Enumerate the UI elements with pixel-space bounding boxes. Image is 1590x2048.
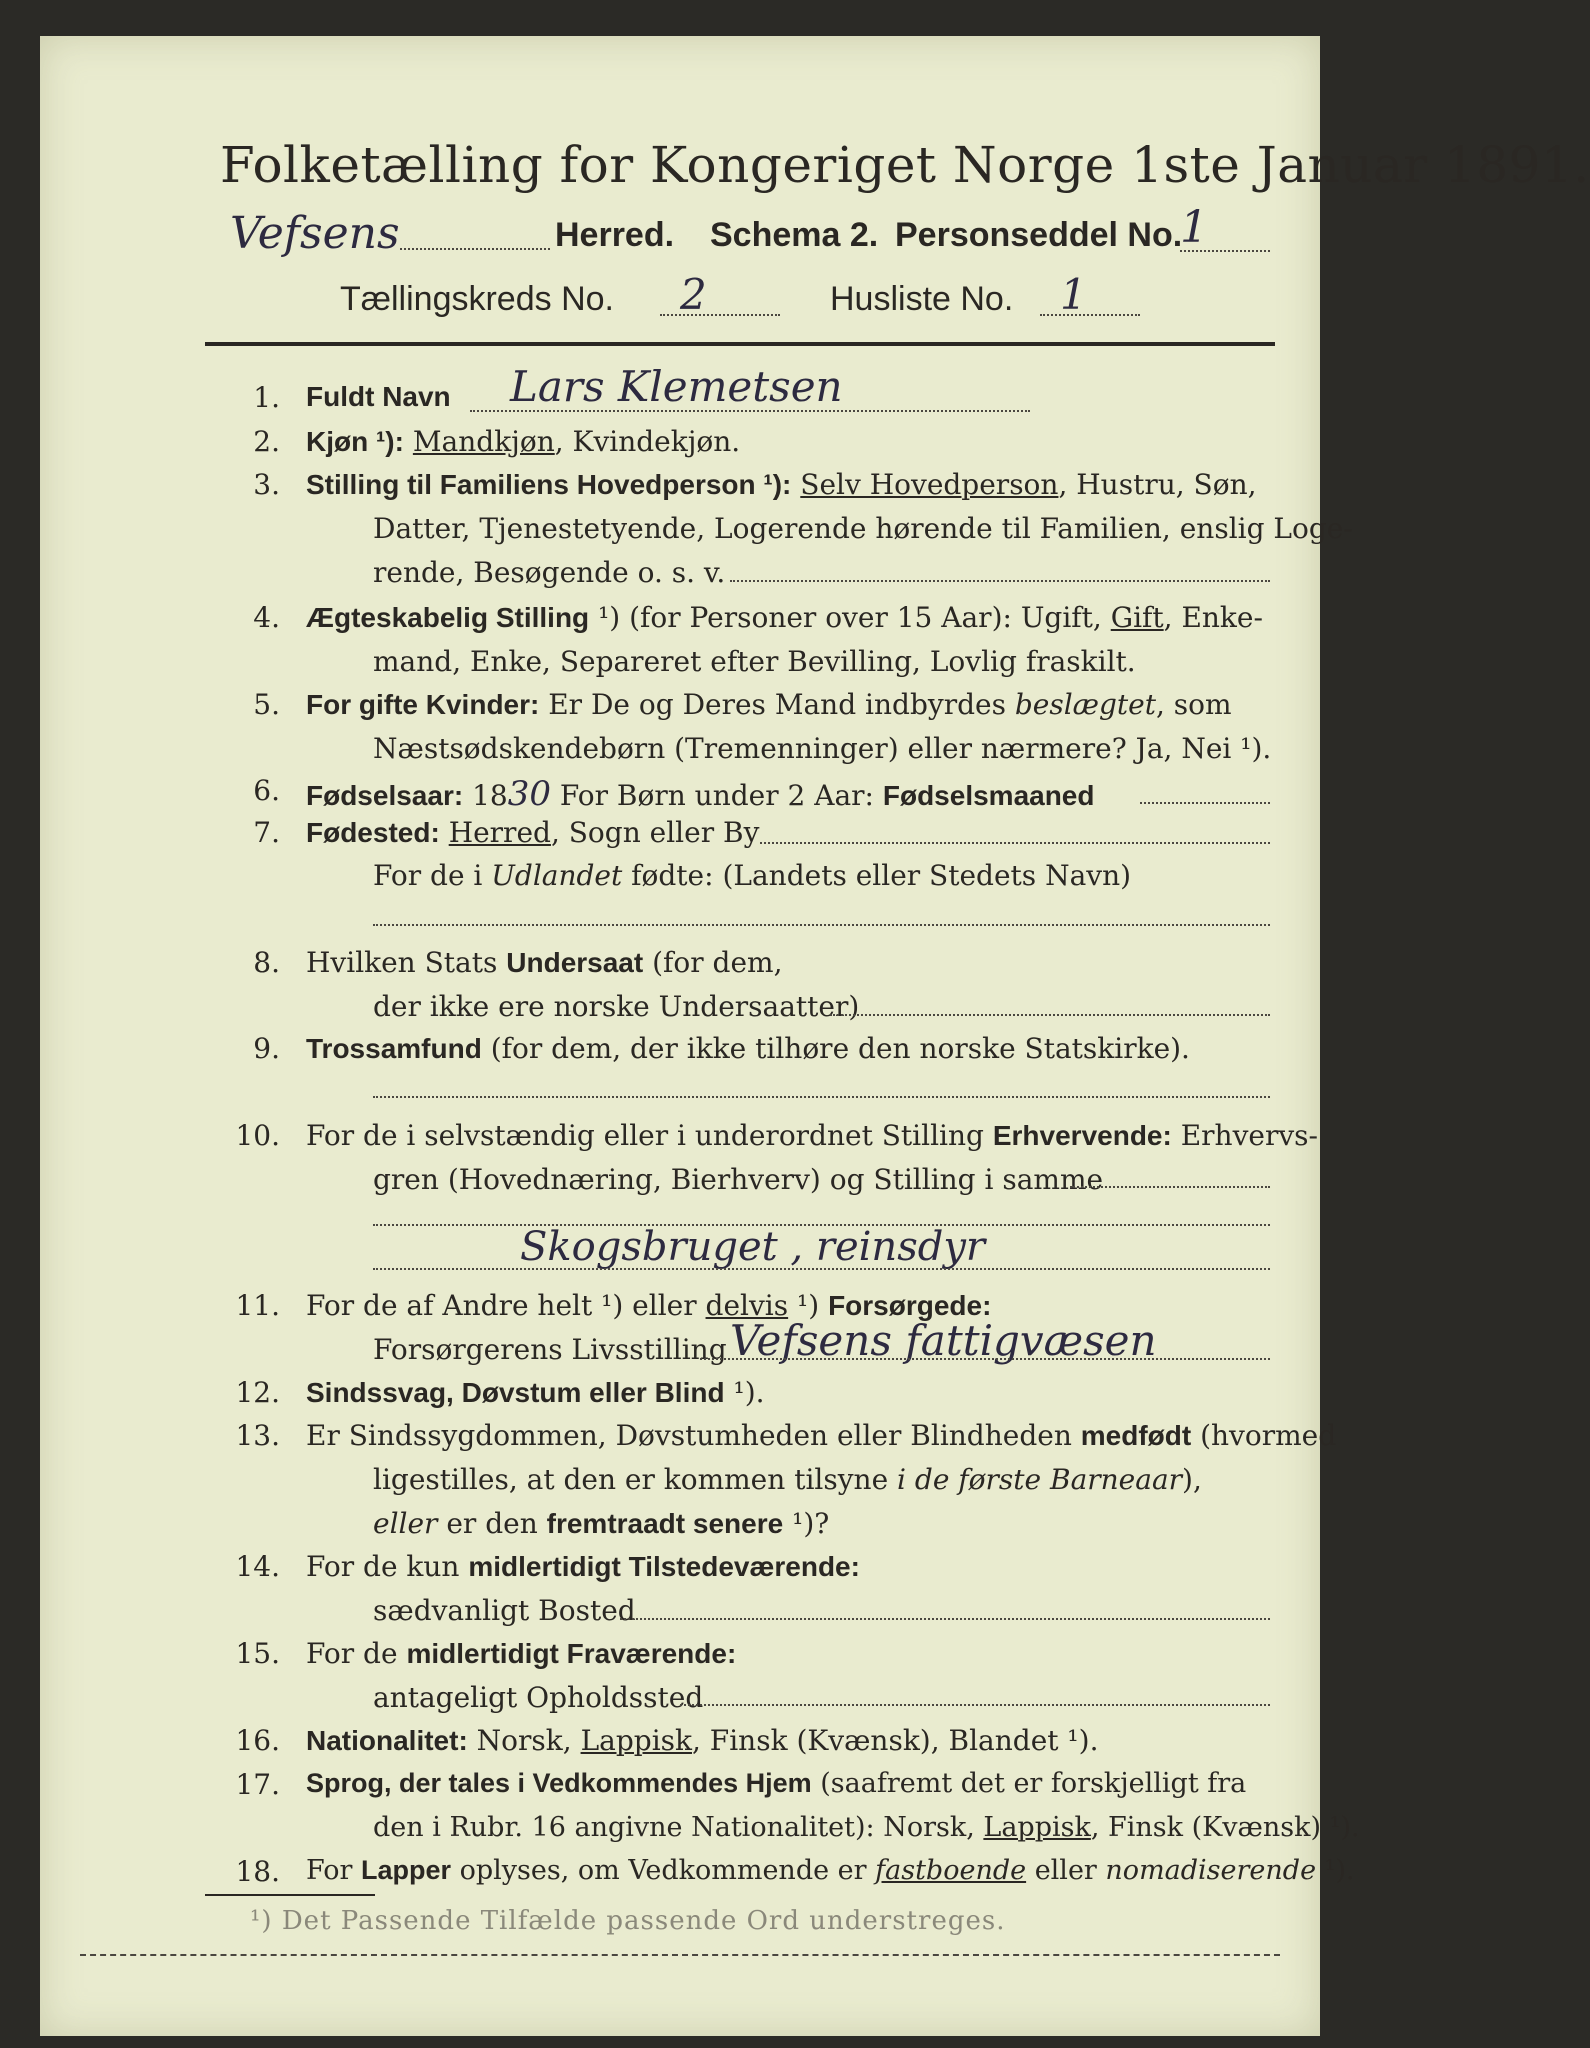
dotted-line [373, 1268, 1270, 1270]
item-number: 18. [235, 1855, 280, 1888]
birthplace-line: Fødested: Herred, Sogn eller By [306, 816, 760, 849]
personseddel-number: 1 [1180, 202, 1208, 253]
birthplace-line-2: For de i Udlandet fødte: (Landets eller Stedets Navn) [373, 859, 1132, 892]
taellingskreds-label: Tællingskreds No. [340, 280, 614, 318]
temporary-absent-line: For de midlertidigt Fraværende: [306, 1637, 737, 1670]
marital-status-line-2: mand, Enke, Separeret efter Bevilling, Lovlig fraskilt. [373, 645, 1136, 678]
dotted-line [373, 1096, 1270, 1098]
dotted-line [373, 924, 1270, 926]
dotted-line [470, 410, 1030, 412]
citizenship-line-2: der ikke ere norske Undersaatter) [373, 990, 860, 1023]
husliste-label: Husliste No. [830, 280, 1014, 318]
occupation-line-2: gren (Hovednæring, Bierhverv) og Stilling i samme [373, 1163, 1104, 1196]
item-number: 6. [253, 774, 280, 807]
congenital-line-3: eller er den fremtraadt senere ¹)? [373, 1507, 830, 1540]
dotted-line [660, 314, 780, 316]
item-number: 16. [235, 1724, 280, 1757]
schema-label: Schema 2. [710, 216, 879, 254]
item-number: 10. [235, 1119, 280, 1152]
lapp-line: For Lapper oplyses, om Vedkommende er fastboende eller nomadiserende ¹). [306, 1855, 1355, 1886]
disability-line: Sindssvag, Døvstum eller Blind ¹). [306, 1376, 765, 1409]
dependents-line: For de af Andre helt ¹) eller delvis ¹) Forsørgede: [306, 1289, 992, 1322]
item-number: 7. [253, 816, 280, 849]
temporary-absent-line-2: antageligt Opholdssted [373, 1681, 704, 1714]
dotted-line [1040, 314, 1140, 316]
footnote-rule [205, 1894, 375, 1896]
language-line: Sprog, der tales i Vedkommendes Hjem (saafremt det er forskjelligt fra [306, 1768, 1247, 1799]
household-position-line: Stilling til Familiens Hovedperson ¹): Selv Hovedperson, Hustru, Søn, [306, 468, 1257, 501]
taellingskreds-number: 2 [680, 270, 707, 319]
dotted-line [1140, 802, 1270, 804]
item-number: 13. [235, 1419, 280, 1452]
gender-line: Kjøn ¹): Mandkjøn, Kvindekjøn. [306, 425, 741, 458]
occupation-value: Skogsbruget , reinsdyr [520, 1224, 986, 1270]
footnote: ¹) Det Passende Tilfælde passende Ord understreges. [250, 1906, 1006, 1936]
dotted-line [700, 1358, 1270, 1360]
census-form [40, 36, 1590, 2036]
birth-year-value: 30 [507, 774, 551, 814]
household-position-line-3: rende, Besøgende o. s. v. [373, 556, 726, 589]
congenital-line: Er Sindssygdommen, Døvstumheden eller Blindheden medfødt (hvormed [306, 1419, 1337, 1452]
item-number: 3. [253, 468, 280, 501]
household-position-line-2: Datter, Tjenestetyende, Logerende hørende til Familien, enslig Loge- [373, 512, 1353, 545]
header-rule [205, 342, 1275, 346]
congenital-line-2: ligestilles, at den er kommen tilsyne i de første Barneaar), [373, 1463, 1202, 1496]
item-number: 15. [235, 1637, 280, 1670]
temporary-present-line-2: sædvanligt Bosted [373, 1594, 636, 1627]
cut-line [80, 1954, 1280, 1956]
item-number: 14. [235, 1550, 280, 1583]
dotted-line [730, 580, 1270, 582]
marital-status-line: Ægteskabelig Stilling ¹) (for Personer over 15 Aar): Ugift, Gift, Enke- [306, 601, 1263, 634]
full-name-value: Lars Klemetsen [510, 362, 843, 411]
dotted-line [1180, 250, 1270, 252]
married-women-line-2: Næstsødskendebørn (Tremenninger) eller nærmere? Ja, Nei ¹). [373, 732, 1272, 765]
dotted-line [680, 1704, 1270, 1706]
dotted-line [400, 248, 550, 250]
item-number: 5. [253, 688, 280, 721]
herred-label: Herred. [555, 216, 675, 254]
provider-value: Vefsens fattigvæsen [730, 1316, 1157, 1365]
dotted-line [620, 1618, 1270, 1620]
item-number: 12. [235, 1376, 280, 1409]
dependents-line-2: Forsørgerens Livsstilling [373, 1333, 727, 1366]
full-name-label: Fuldt Navn [306, 381, 451, 412]
married-women-line: For gifte Kvinder: Er De og Deres Mand indbyrdes beslægtet, som [306, 688, 1232, 721]
religion-line: Trossamfund (for dem, der ikke tilhøre den norske Statskirke). [306, 1032, 1190, 1065]
citizenship-line: Hvilken Stats Undersaat (for dem, [306, 946, 783, 979]
nationality-line: Nationalitet: Norsk, Lappisk, Finsk (Kvænsk), Blandet ¹). [306, 1724, 1099, 1757]
item-number: 17. [235, 1768, 280, 1801]
birth-year-line: Fødselsaar: 1830 For Børn under 2 Aar: Fødselsmaaned [306, 774, 1095, 814]
item-number: 9. [253, 1032, 280, 1065]
item-number: 8. [253, 946, 280, 979]
item-number: 1. [253, 381, 280, 414]
personseddel-label: Personseddel No. [895, 216, 1183, 254]
occupation-line: For de i selvstændig eller i underordnet Stilling Erhvervende: Erhvervs- [306, 1119, 1319, 1152]
language-line-2: den i Rubr. 16 angivne Nationalitet): Norsk, Lappisk, Finsk (Kvænsk) ¹). [373, 1812, 1360, 1843]
item-number: 11. [235, 1289, 280, 1322]
dotted-line [760, 842, 1270, 844]
item-number: 4. [253, 601, 280, 634]
item-number: 2. [253, 425, 280, 458]
dotted-line [830, 1014, 1270, 1016]
husliste-number: 1 [1060, 270, 1087, 319]
herred-name-handwritten: Vefsens [230, 208, 400, 259]
temporary-present-line: For de kun midlertidigt Tilstedeværende: [306, 1550, 860, 1583]
dotted-line [1070, 1186, 1270, 1188]
page-title: Folketælling for Kongeriget Norge 1ste Januar 1891. [220, 136, 1590, 194]
